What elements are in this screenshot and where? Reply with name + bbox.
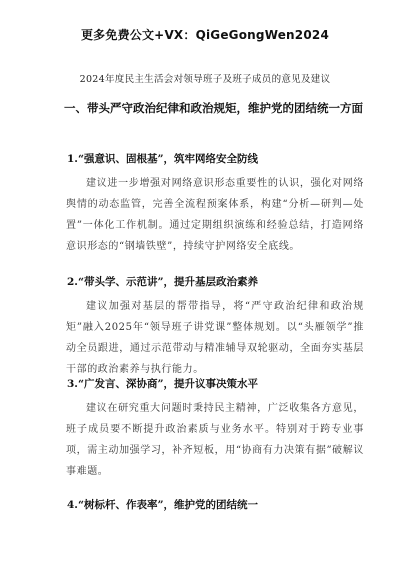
- section-heading: 一、带头严守政治纪律和政治规矩，维护党的团结统一方面: [64, 101, 363, 115]
- item-heading-2: 2.“带头学、示范讲”，提升基层政治素养: [67, 276, 259, 288]
- promo-banner: 更多免费公文+VX：QiGeGongWen2024: [80, 28, 329, 42]
- item-body-1: 建议进一步增强对网络意识形态重要性的认识，强化对网络舆情的动态监管，完善全流程预案体系，构建“分析—研判—处置”一体化工作机制。通过定期组织演练和经验总结，打造网络意识形态的“钢墙铁壁”，持续守护网络安全底线。: [66, 178, 364, 252]
- item-heading-4: 4.“树标杆、作表率”，维护党的团结统一: [67, 499, 259, 511]
- item-heading-1: 1.“强意识、固根基”，筑牢网络安全防线: [67, 153, 259, 165]
- item-body-3: 建议在研究重大问题时秉持民主精神，广泛收集各方意见，班子成员要不断提升政治素质与业务水平。特别对于跨专业事项，需主动加强学习，补齐短板，用“协商有力决策有据”破解议事难题。: [66, 403, 364, 477]
- item-body-2: 建议加强对基层的帮带指导，将“严守政治纪律和政治规矩”融入2025年“领导班子讲党课”整体规划。以“头雁领学”推动全员跟进，通过示范带动与精准辅导双轮驱动，全面夯实基层干部的政治素养与执行能力。: [66, 301, 364, 375]
- item-heading-3: 3.“广发言、深协商”，提升议事决策水平: [67, 378, 259, 390]
- document-title: 2024年度民主生活会对领导班子及班子成员的意见及建议: [79, 74, 331, 85]
